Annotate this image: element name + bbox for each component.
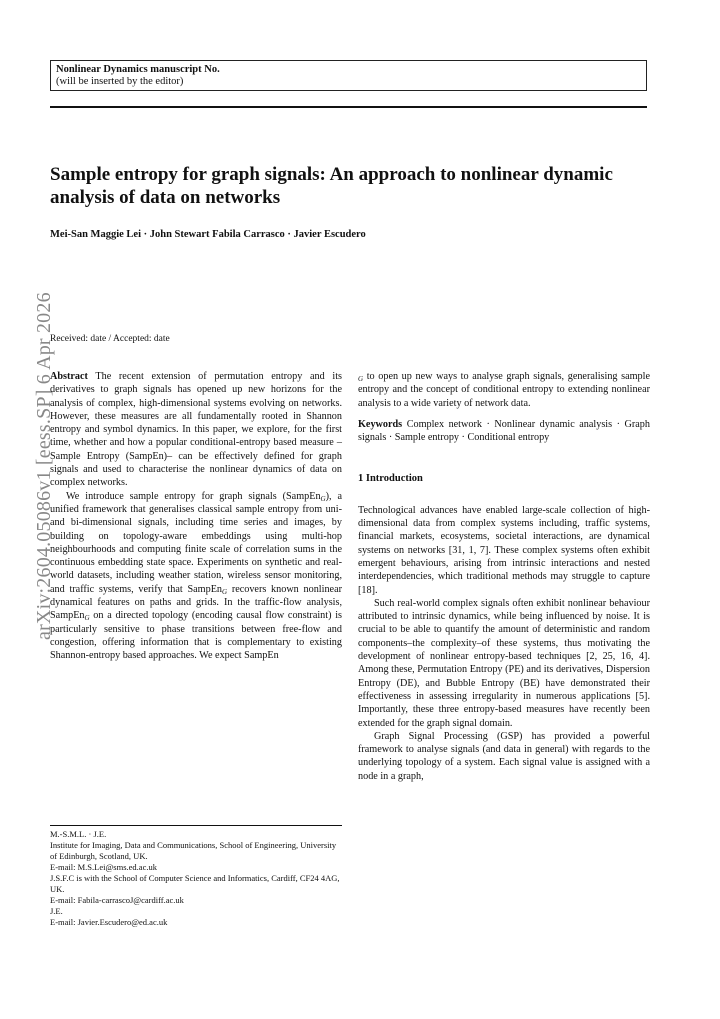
abstract-text-2d: on a directed topology (encoding causal flow constraint) is particularly sensitive to phase transitions between free-flow and congestion, offering information that is complementary to existing Shannon-entropy based approaches. We expect SampEn bbox=[50, 610, 342, 662]
author-list: Mei-San Maggie Lei · John Stewart Fabila Carrasco · Javier Escudero bbox=[50, 229, 366, 240]
abstract-text-2a: We introduce sample entropy for graph signals (SampEn bbox=[66, 490, 321, 502]
footnote-line: Institute for Imaging, Data and Communications, School of Engineering, University of Edinburgh, Scotland, UK. bbox=[50, 840, 337, 861]
abstract-text-2c: recovers known nonlinear dynamical features on paths and grids. In the traffic-flow analysis, SampEn bbox=[50, 583, 342, 622]
section-heading-introduction: 1 Introduction bbox=[358, 473, 423, 485]
journal-header-box bbox=[50, 60, 647, 91]
arxiv-stamp[interactable]: arXiv:2604.05086v1 [eess.SP] 6 Apr 2026 bbox=[33, 292, 55, 640]
abstract-label: Abstract bbox=[50, 371, 88, 382]
footnote-email[interactable]: E-mail: Javier.Escudero@ed.ac.uk bbox=[50, 917, 168, 927]
footnote-line: J.E. bbox=[50, 906, 63, 916]
journal-title: Nonlinear Dynamics manuscript No. bbox=[56, 64, 220, 75]
subscript-g: G bbox=[84, 614, 90, 623]
abstract-continuation bbox=[358, 370, 650, 410]
footnote-rule bbox=[50, 825, 342, 826]
keywords-text: Complex network · Nonlinear dynamic analysis · Graph signals · Sample entropy · Conditional entropy bbox=[358, 418, 650, 444]
abstract-text-2b: ), a unified framework that generalises classical sample entropy from uni- and bi-dimensional signals, including time series and images, by building on topology-aware embeddings using multi-hop neighbourhoods and computing finite scale of correlation sums in the continuous embedding state space. Experiments on synthetic and real-world datasets, including weather station, wireless sensor monitoring, and traffic systems, verify that SampEn bbox=[50, 490, 342, 595]
subscript-g: G bbox=[222, 587, 228, 596]
abstract-text-2e: to open up new ways to analyse graph signals, generalising sample entropy and the concept of conditional entropy to extending nonlinear analysis to a wide variety of network data. bbox=[358, 371, 650, 409]
intro-paragraph-2: Such real-world complex signals often exhibit nonlinear behaviour attributed to intrinsic dynamics, while being influenced by noise. It is crucial to be able to quantify the amount of deterministic and random components–the complexity–of these systems, thus motivating the development of nonlinear entropy-based techniques [2, 25, 16, 4]. Among these, Permutation Entropy (PE) and its derivatives, Dispersion Entropy (DE), and Bubble Entropy (BE) have demonstrated their effectiveness in assessing irregularity in numerous applications [5]. Importantly, these three entropy-based measures have recently been extended for the graph signal domain. bbox=[358, 597, 650, 729]
paper-title: Sample entropy for graph signals: An approach to nonlinear dynamic analysis of data on networks bbox=[50, 164, 613, 208]
right-column bbox=[358, 370, 650, 783]
received-date: Received: date / Accepted: date bbox=[50, 334, 170, 344]
journal-subtitle: (will be inserted by the editor) bbox=[56, 76, 184, 87]
footnote-email[interactable]: E-mail: Fabila-carrascoJ@cardiff.ac.uk bbox=[50, 895, 184, 905]
left-column bbox=[50, 370, 342, 663]
abstract-paragraph-2 bbox=[50, 490, 342, 663]
author-affiliations bbox=[50, 829, 342, 928]
footnote-email[interactable]: E-mail: M.S.Lei@sms.ed.ac.uk bbox=[50, 862, 157, 872]
abstract-text: The recent extension of permutation entropy and its derivatives to graph signals has opened up new horizons for the analysis of complex, high-dimensional systems evolving on networks. However, these measures are all fundamentally rooted in Shannon entropy and symbol dynamics. In this paper, we explore, for the first time, whether and how a popular conditional-entropy based measure –Sample Entropy (SampEn)– can be effectively defined for graph signals and used to characterise the nonlinear dynamics of data on complex networks. bbox=[50, 371, 342, 489]
keywords-paragraph bbox=[358, 418, 650, 445]
footnote-line: M.-S.M.L. · J.E. bbox=[50, 829, 107, 839]
intro-paragraph-3: Graph Signal Processing (GSP) has provided a powerful framework to analyse signals (and data in general) with regards to the underlying topology of a system. Each signal value is assigned with a node in a graph, bbox=[358, 730, 650, 782]
footnote-line: J.S.F.C is with the School of Computer Science and Informatics, Cardiff, CF24 4AG, UK. bbox=[50, 873, 340, 894]
subscript-g: G bbox=[358, 375, 364, 383]
abstract-paragraph bbox=[50, 370, 342, 490]
keywords-label: Keywords bbox=[358, 418, 403, 430]
intro-paragraph-1: Technological advances have enabled large-scale collection of high-dimensional data from complex systems including, traffic systems, financial markets, ecosystems, societal interactions, are dynamical systems on networks [31, 1, 7]. These complex systems often exhibit emergent behaviours, arising from intrinsic interactions and nested interdependencies, which traditional methods may struggle to capture [18]. bbox=[358, 504, 650, 596]
subscript-g: G bbox=[320, 494, 326, 503]
header-rule bbox=[50, 106, 647, 108]
